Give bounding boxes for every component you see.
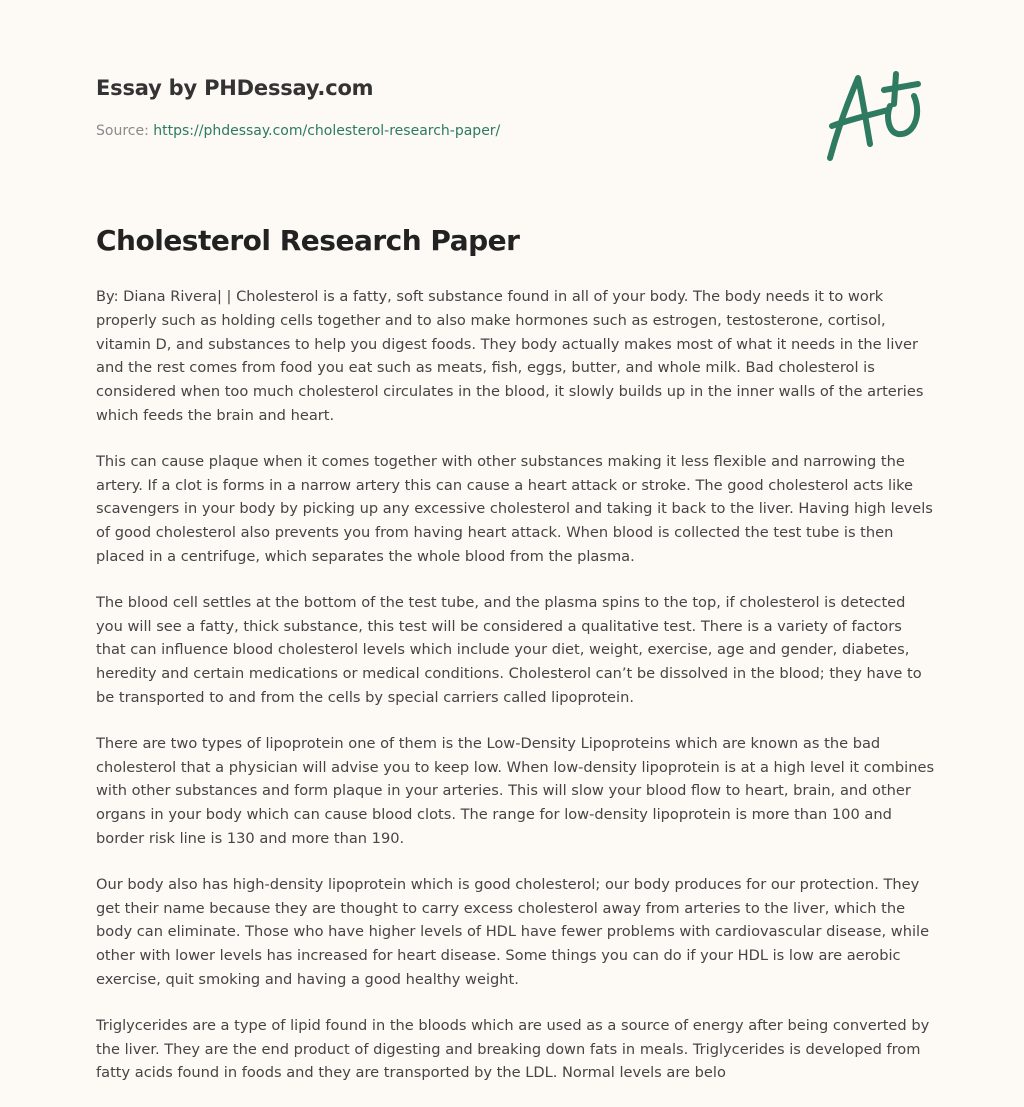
source-label: Source: — [96, 123, 149, 139]
paragraph: By: Diana Rivera| | Cholesterol is a fatty, soft substance found in all of your body. The body needs it to work properly such as holding cells together and to also make hormones such as estrogen, testosterone, cortisol, vitamin D, and substances to help you digest foods. They body actually makes most of what it needs in the liver and the rest comes from food you eat such as meats, fish, eggs, butter, and whole milk. Bad cholesterol is considered when too much cholesterol circulates in the blood, it slowly builds up in the inner walls of the arteries which feeds the brain and heart. — [96, 288, 924, 424]
site-brand: Essay by PHDessay.com — [96, 76, 374, 100]
paragraph: This can cause plaque when it comes together with other substances making it less flexible and narrowing the artery. If a clot is forms in a narrow artery this can cause a heart attack or stroke. The good cholesterol acts like scavengers in your body by picking up any excessive cholesterol and taking it back to the liver. Having high levels of good cholesterol also prevents you from having heart attack. When blood is collected the test tube is then placed in a centrifuge, which separates the whole blood from the plasma. — [96, 452, 933, 565]
source-link[interactable]: https://phdessay.com/cholesterol-research-paper/ — [153, 123, 501, 139]
paragraph: Triglycerides are a type of lipid found in the bloods which are used as a source of energy after being converted by the liver. They are the end product of digesting and breaking down fats in meals. Triglycerides is developed from fatty acids found in foods and they are transported by the LDL. Normal levels are belo — [96, 1016, 930, 1082]
paragraph: The blood cell settles at the bottom of the test tube, and the plasma spins to the top, if cholesterol is detected you will see a fatty, thick substance, this test will be considered a qualitative test. There is a variety of factors that can influence blood cholesterol levels which include your diet, weight, exercise, age and gender, diabetes, heredity and certain medications or medical conditions. Cholesterol can’t be dissolved in the blood; they have to be transported to and from the cells by special carriers called lipoprotein. — [96, 593, 922, 706]
paragraph: Our body also has high-density lipoprotein which is good cholesterol; our body produces for our protection. They get their name because they are thought to carry excess cholesterol away from arteries to the liver, which the body can eliminate. Those who have higher levels of HDL have fewer problems with cardiovascular disease, while other with lower levels has increased for heart disease. Some things you can do if your HDL is low are aerobic exercise, quit smoking and having a good healthy weight. — [96, 875, 930, 988]
page-title: Cholesterol Research Paper — [96, 224, 520, 257]
essay-body — [96, 285, 936, 1107]
source-line — [96, 123, 500, 139]
paragraph: There are two types of lipoprotein one of them is the Low-Density Lipoproteins which are known as the bad cholesterol that a physician will advise you to keep low. When low-density lipoprotein is at a high level it combines with other substances and form plaque in your arteries. This will slow your blood flow to heart, brain, and other organs in your body which can cause blood clots. The range for low-density lipoprotein is more than 100 and border risk line is 130 and more than 190. — [96, 734, 935, 847]
a-plus-logo-icon — [818, 66, 928, 166]
